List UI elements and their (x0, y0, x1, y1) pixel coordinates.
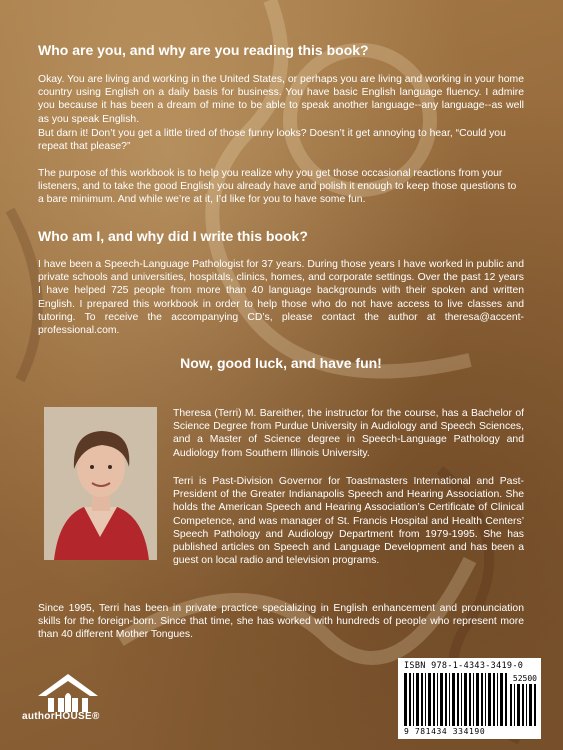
section-heading-who-am-i: Who am I, and why did I write this book? (38, 228, 308, 244)
barcode-bar (449, 673, 450, 726)
author-bio-2: Terri is Past-Division Governor for Toastmasters International and Past-President of the Greater Indianapolis Speech and Hearing Association. She holds the American Speech and Hearing Association’s Certificate of Clinical Competence, and was manager of St. Francis Hospital and Health Centers’ Speech Pathology and Audiology Department from 1979-1995. She has published articles on Speech and Language Development and has been a guest on local radio and television programs. (173, 476, 524, 567)
barcode-bar (413, 673, 414, 726)
paragraph: But darn it! Don’t you get a little tired of those funny looks? Doesn’t it get annoying to hear, “Could you repeat that please?” (38, 128, 506, 153)
section-heading-who-are-you: Who are you, and why are you reading this book? (38, 42, 369, 58)
barcode-bar (445, 673, 447, 726)
barcode-bar (469, 673, 471, 726)
paragraph: I have been a Speech-Language Pathologist for 37 years. During those years I have worked in public and private schools and universities, hospitals, clinics, homes, and corporate settings. Over the past 12 years I have helped 725 people from more than 40 language backgrounds with their spoken and written English. I prepared this workbook in order to help those who do not have access to live classes and tutoring. To receive the accompanying CD’s, please contact the author at theresa@accent-professional.com. (38, 259, 524, 337)
barcode-bar (409, 673, 411, 726)
barcode-bar (416, 673, 419, 726)
barcode-bar (517, 684, 520, 726)
barcode-bar (505, 673, 507, 726)
isbn-text: ISBN 978-1-4343-3419-0 (404, 661, 524, 671)
barcode-bar (493, 673, 495, 726)
barcode-bar (522, 684, 524, 726)
barcode-bar (464, 673, 467, 726)
barcode-bar (488, 673, 491, 726)
barcode-bar (428, 673, 431, 726)
barcode-bar (421, 673, 423, 726)
price-bars (510, 684, 537, 726)
author-photo (44, 407, 157, 560)
barcode-bar (529, 684, 532, 726)
barcode-bars (404, 673, 508, 726)
barcode-bar (485, 673, 486, 726)
barcode-bar (473, 673, 474, 726)
barcode-bar (476, 673, 479, 726)
paragraph: The purpose of this workbook is to help you realize why you get those occasional reactions from your listeners, and to take the good English you already have and polish it enough to keep those questions to a bare minimum. And while we’re at it, I’d like for you to have some fun. (38, 168, 517, 206)
paragraph: Okay. You are living and working in the United States, or perhaps you are living and working in your home country using English on a daily basis for business. You have basic English language fluency. I admire you because it has been a dream of mine to be able to speak another language--any language--as well as you speak English. (38, 74, 524, 125)
author-bio-1: Theresa (Terri) M. Bareither, the instructor for the course, has a Bachelor of Science Degree from Purdue University in Audiology and Speech Sciences, and a Master of Science degree in Speech-Language Pathology and Audiology from Southern Illinois University. (173, 408, 524, 459)
barcode-bar (404, 673, 407, 726)
barcode-bar (440, 673, 443, 726)
publisher-name: authorHOUSE® (22, 711, 100, 722)
closing-line: Now, good luck, and have fun! (180, 355, 382, 371)
barcode-bar (497, 673, 498, 726)
ean-digits: 9 781434 334190 (404, 727, 486, 736)
barcode-bar (514, 684, 515, 726)
barcode-bar (457, 673, 459, 726)
barcode-bar (534, 684, 536, 726)
author-bio-3: Since 1995, Terri has been in private practice specializing in English enhancement and pronunciation skills for the foreign-born. Since that time, she has worked with hundreds of people who represent more than 40 different Mother Tongues. (38, 603, 524, 641)
barcode-bar (437, 673, 438, 726)
price-code: 52500 (512, 674, 537, 683)
barcode (398, 658, 541, 739)
barcode-bar (526, 684, 527, 726)
barcode-bar (433, 673, 435, 726)
barcode-bar (481, 673, 483, 726)
barcode-bar (510, 684, 512, 726)
barcode-bar (452, 673, 455, 726)
barcode-bar (461, 673, 462, 726)
barcode-bar (425, 673, 426, 726)
barcode-bar (500, 673, 503, 726)
